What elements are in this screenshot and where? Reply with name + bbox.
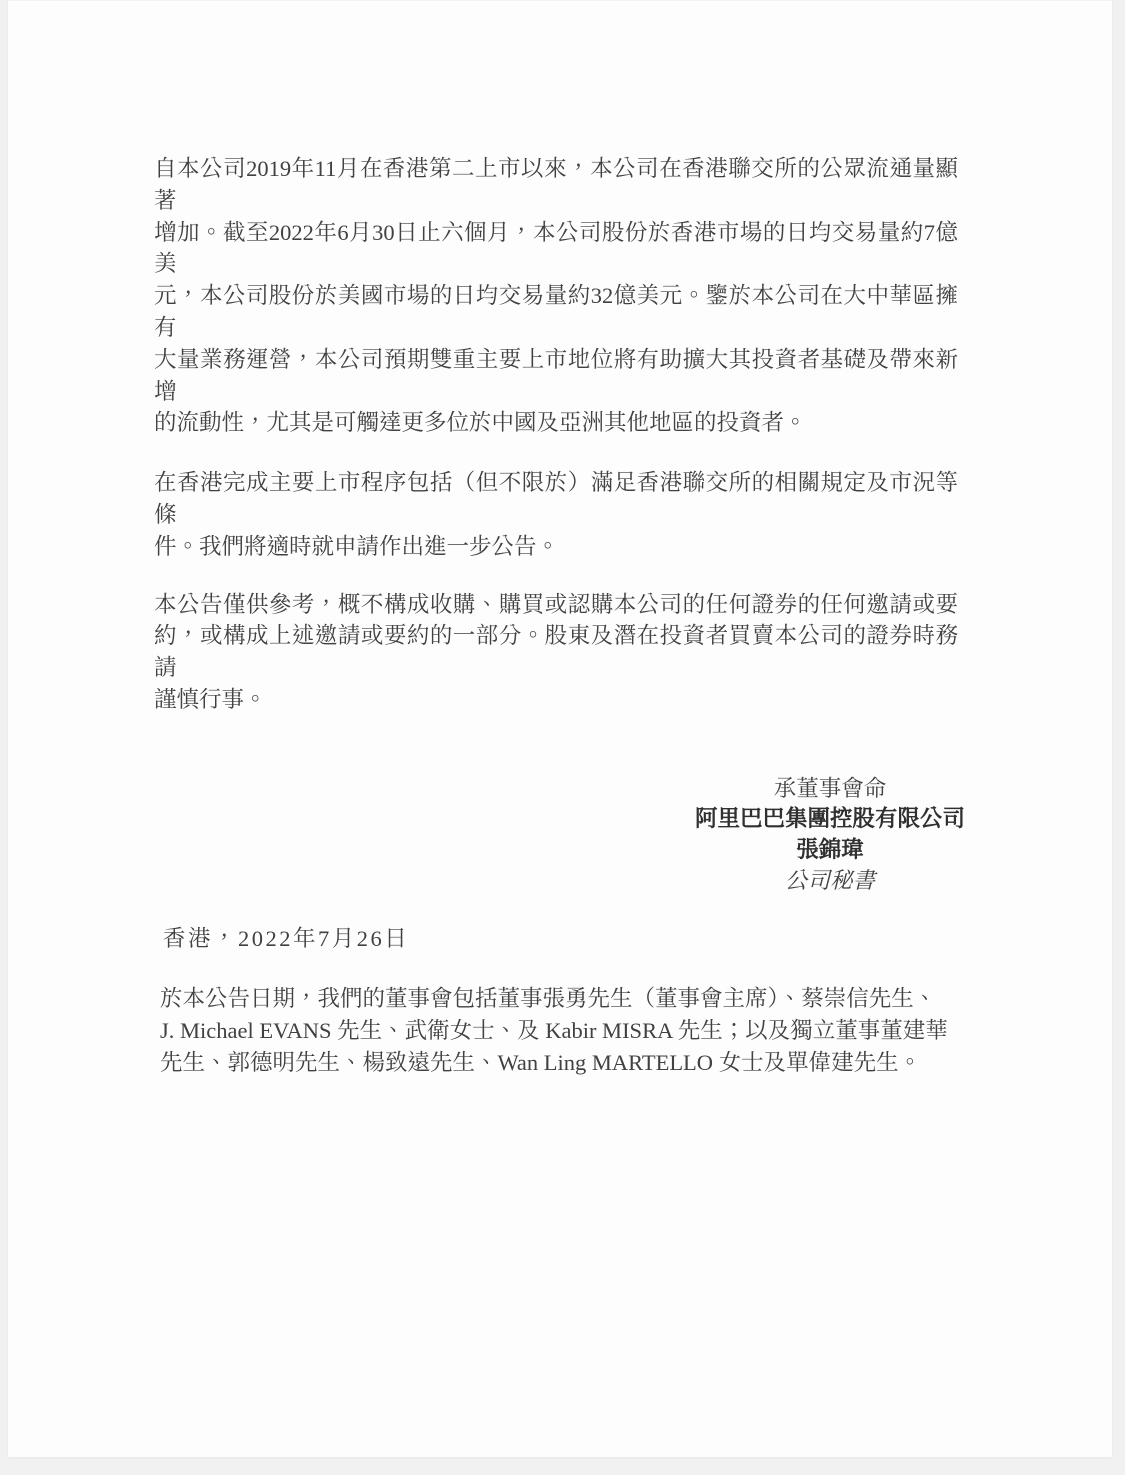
text-line: 在香港完成主要上市程序包括（但不限於）滿足香港聯交所的相關規定及市況等條	[154, 470, 958, 527]
document-content	[154, 153, 965, 1078]
paragraph-public-float	[154, 153, 958, 439]
text-line: 增加。截至2022年6月30日止六個月，本公司股份於香港市場的日均交易量約7億美	[154, 219, 958, 277]
board-composition-note	[160, 983, 958, 1078]
signatory-name: 張錦瑋	[796, 836, 864, 862]
text-line: 的流動性，尤其是可觸達更多位於中國及亞洲其他地區的投資者。	[154, 410, 807, 436]
text-line: 件。我們將適時就申請作出進一步公告。	[154, 533, 560, 559]
text-line: 於本公告日期，我們的董事會包括董事張勇先生（董事會主席）、蔡崇信先生、	[160, 985, 937, 1011]
paragraph-disclaimer	[154, 589, 958, 716]
text-line: 本公告僅供參考，概不構成收購、購買或認購本公司的任何證券的任何邀請或要	[154, 591, 958, 617]
paragraph-listing-conditions	[154, 467, 958, 562]
by-order-of-board-line: 承董事會命	[773, 775, 887, 801]
text-line: 元，本公司股份於美國市場的日均交易量約32億美元。鑒於本公司在大中華區擁有	[154, 283, 958, 340]
text-line: 大量業務運營，本公司預期雙重主要上市地位將有助擴大其投資者基礎及帶來新增	[154, 346, 958, 404]
text-line: 自本公司2019年11月在香港第二上市以來，本公司在香港聯交所的公眾流通量顯著	[154, 156, 958, 213]
signature-block	[690, 774, 970, 896]
document-page	[8, 0, 1112, 1457]
text-line: 先生、郭德明先生、楊致遠先生、Wan Ling MARTELLO 女士及單偉建先生。	[160, 1049, 922, 1075]
company-name: 阿里巴巴集團控股有限公司	[694, 806, 965, 832]
text-line: J. Michael EVANS 先生、武衛女士、及 Kabir MISRA 先生；以及獨立董事董建華	[160, 1017, 948, 1043]
text-line: 謹慎行事。	[154, 686, 267, 712]
dateline: 香港，2022年7月26日	[163, 926, 410, 952]
signatory-title: 公司秘書	[784, 867, 875, 893]
text-line: 約，或構成上述邀請或要約的一部分。股東及潛在投資者買賣本公司的證券時務請	[154, 623, 958, 681]
